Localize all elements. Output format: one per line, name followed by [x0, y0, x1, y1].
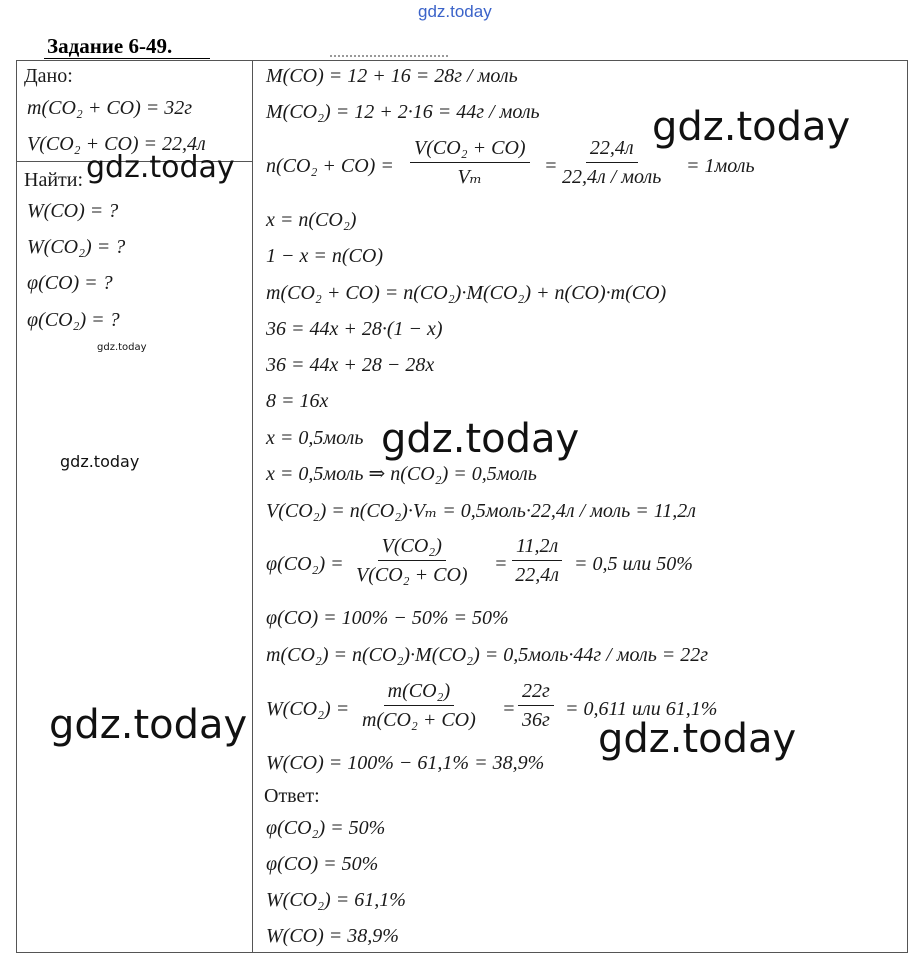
find-item-phi-co2: φ(CO₂) = ? [27, 309, 120, 331]
w-co2-fraction-1-num: m(CO₂) [384, 679, 455, 706]
given-item-volume: V(CO₂ + CO) = 22,4л [27, 133, 206, 155]
phi-co2-fraction-2-num: 11,2л [512, 534, 562, 561]
answer-phi-co: φ(CO) = 50% [266, 853, 379, 875]
w-co2-fraction-2-den: 36г [522, 709, 550, 731]
mass-co2: m(CO₂) = n(CO₂)·M(CO₂) = 0,5моль·44г / моль = 22г [266, 644, 709, 666]
watermark-lower-left: gdz.today [49, 702, 248, 748]
amount-fraction-1-den: Vₘ [457, 166, 483, 188]
equation-step-1: 36 = 44x + 28·(1 − x) [266, 318, 443, 340]
title-underline [44, 58, 210, 59]
watermark-center: gdz.today [381, 416, 580, 462]
amount-eq-sign: = [544, 155, 558, 177]
find-item-w-co2: W(CO₂) = ? [27, 236, 126, 258]
w-co2-eq-sign: = [502, 698, 516, 720]
given-label: Дано: [24, 65, 73, 87]
phi-co2-lhs: φ(CO₂) = [266, 553, 344, 575]
task-title: Задание 6-49. [47, 34, 173, 58]
dotted-mark [330, 55, 448, 57]
amount-fraction-2-den: 22,4л / моль [562, 166, 662, 188]
equation-step-3: 8 = 16x [266, 390, 329, 412]
w-co2-lhs: W(CO₂) = [266, 698, 350, 720]
answer-w-co2: W(CO₂) = 61,1% [266, 889, 406, 911]
find-item-phi-co: φ(CO) = ? [27, 272, 113, 294]
answer-w-co: W(CO) = 38,9% [266, 925, 399, 947]
volume-co2: V(CO₂) = n(CO₂)·Vₘ = 0,5моль·22,4л / моль = 11,2л [266, 500, 696, 522]
watermark-upper-right: gdz.today [652, 104, 851, 150]
amount-co2: x = 0,5моль ⇒ n(CO₂) = 0,5моль [266, 463, 537, 485]
phi-co2-rhs: = 0,5 или 50% [574, 553, 693, 575]
phi-co2-fraction-1-num: V(CO₂) [378, 534, 446, 561]
given-item-mass: m(CO₂ + CO) = 32г [27, 97, 193, 119]
molar-mass-co: M(CO) = 12 + 16 = 28г / моль [266, 65, 518, 87]
watermark-lower-right: gdz.today [598, 716, 797, 762]
amount-fraction-1-num: V(CO₂ + CO) [410, 136, 530, 163]
w-co2-fraction-1 [362, 679, 476, 732]
w-co2-rhs: = 0,611 или 61,1% [565, 698, 718, 720]
mass-equation: m(CO₂ + CO) = n(CO₂)·M(CO₂) + n(CO)·m(CO) [266, 282, 667, 304]
answer-label: Ответ: [264, 785, 320, 807]
amount-eq-rhs: = 1моль [686, 155, 755, 177]
phi-co2-fraction-2 [512, 534, 562, 587]
find-item-w-co: W(CO) = ? [27, 200, 119, 222]
watermark-tiny: gdz.today [97, 342, 147, 353]
w-co: W(CO) = 100% − 61,1% = 38,9% [266, 752, 545, 774]
let-1-minus-x: 1 − x = n(CO) [266, 245, 383, 267]
phi-co: φ(CO) = 100% − 50% = 50% [266, 607, 509, 629]
amount-fraction-1 [410, 136, 530, 189]
find-label: Найти: [24, 169, 84, 191]
w-co2-fraction-2-num: 22г [518, 679, 554, 706]
w-co2-fraction-2 [518, 679, 554, 732]
w-co2-fraction-1-den: m(CO₂ + CO) [362, 709, 476, 731]
molar-mass-co2: M(CO₂) = 12 + 2·16 = 44г / моль [266, 101, 540, 123]
watermark-top: gdz.today [418, 2, 492, 21]
phi-co2-fraction-1 [356, 534, 468, 587]
equation-step-2: 36 = 44x + 28 − 28x [266, 354, 435, 376]
amount-eq-lhs: n(CO₂ + CO) = [266, 155, 394, 177]
let-x: x = n(CO₂) [266, 209, 357, 231]
amount-fraction-2 [562, 136, 661, 189]
phi-co2-eq-sign: = [494, 553, 508, 575]
amount-fraction-2-num: 22,4л [586, 136, 638, 163]
watermark-left-top: gdz.today [86, 150, 235, 185]
answer-phi-co2: φ(CO₂) = 50% [266, 817, 386, 839]
watermark-small: gdz.today [60, 452, 140, 471]
equation-result: x = 0,5моль [266, 427, 364, 449]
phi-co2-fraction-1-den: V(CO₂ + CO) [356, 564, 468, 586]
phi-co2-fraction-2-den: 22,4л [515, 564, 559, 586]
column-divider [252, 60, 253, 953]
